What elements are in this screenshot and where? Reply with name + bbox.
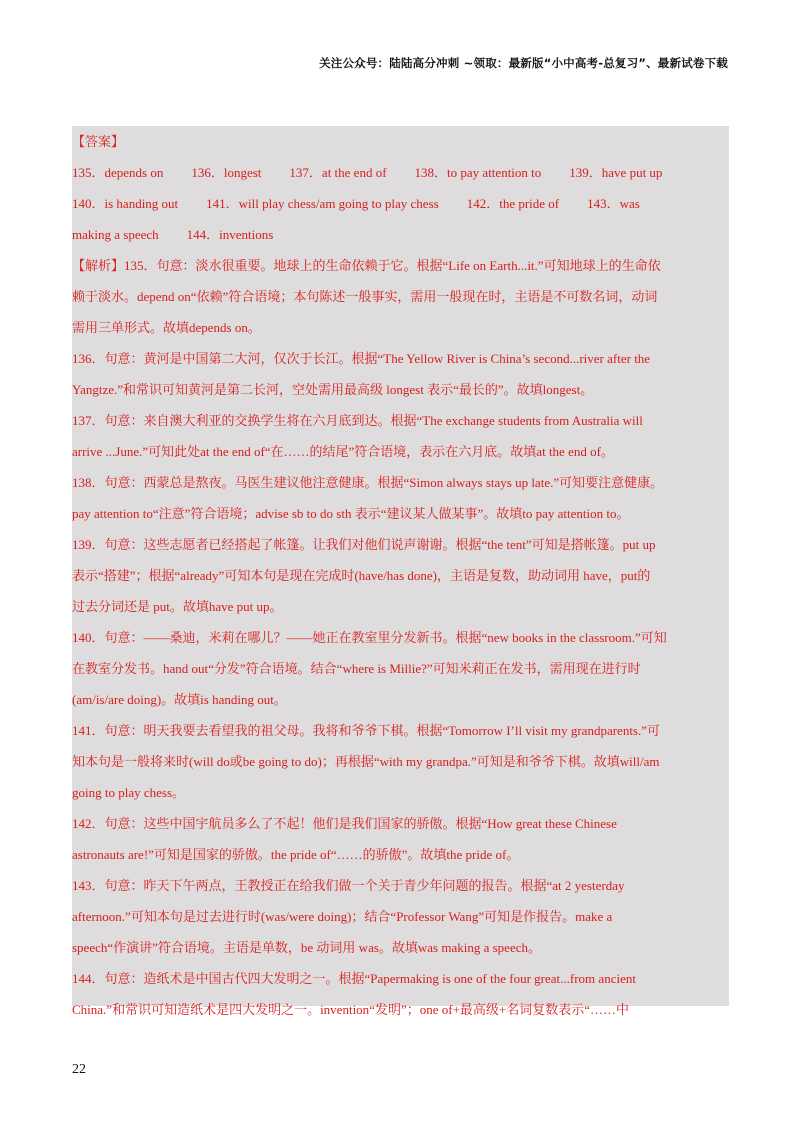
answer-content — [72, 126, 729, 1025]
answer-row — [72, 219, 729, 250]
answer-item: 139．have put up — [569, 165, 663, 180]
analysis-line: Yangtze.”和常识可知黄河是第二长河，空处需用最高级 longest 表示“最长的”。故填longest。 — [72, 382, 594, 397]
analysis-line: 144．句意：造纸术是中国古代四大发明之一。根据“Papermaking is one of the four great...from ancient — [72, 971, 636, 986]
analysis-line: 138．句意：西蒙总是熬夜。马医生建议他注意健康。根据“Simon always stays up late.”可知要注意健康。 — [72, 475, 664, 490]
answer-item: 142．the pride of — [466, 196, 560, 211]
analysis-line: 143．句意：昨天下午两点，王教授正在给我们做一个关于青少年问题的报告。根据“at 2 yesterday — [72, 878, 625, 893]
analysis-line: 表示“搭建”；根据“already”可知本句是现在完成时(have/has done)，主语是复数，助动词用 have，put的 — [72, 568, 651, 583]
analysis-line: (am/is/are doing)。故填is handing out。 — [72, 692, 287, 707]
page-number: 22 — [72, 1062, 86, 1077]
analysis-line: afternoon.”可知本句是过去进行时(was/were doing)；结合“Professor Wang”可知是作报告。make a — [72, 909, 613, 924]
analysis-line: arrive ...June.”可知此处at the end of“在……的结尾”符合语境，表示在六月底。故填at the end of。 — [72, 444, 614, 459]
answer-item: 143．was — [587, 196, 640, 211]
analysis-line: 过去分词还是 put。故填have put up。 — [72, 599, 283, 614]
analysis-line: 142．句意：这些中国宇航员多么了不起！他们是我们国家的骄傲。根据“How great these Chinese — [72, 816, 617, 831]
analysis-line: 139．句意：这些志愿者已经搭起了帐篷。让我们对他们说声谢谢。根据“the tent”可知是搭帐篷。put up — [72, 537, 656, 552]
analysis-line: 【解析】135．句意：淡水很重要。地球上的生命依赖于它。根据“Life on Earth...it.”可知地球上的生命依 — [72, 258, 661, 273]
answer-row — [72, 188, 729, 219]
analysis-line: 141．句意：明天我要去看望我的祖父母。我将和爷爷下棋。根据“Tomorrow I’ll visit my grandparents.”可 — [72, 723, 661, 738]
analysis-line: speech“作演讲”符合语境。主语是单数，be 动词用 was。故填was making a speech。 — [72, 940, 541, 955]
answer-item: 141．will play chess/am going to play chess — [206, 196, 439, 211]
analysis-line: 在教室分发书。hand out“分发”符合语境。结合“where is Millie?”可知米莉正在发书，需用现在进行时 — [72, 661, 641, 676]
analysis-line: astronauts are!”可知是国家的骄傲。the pride of“……的骄傲”。故填the pride of。 — [72, 847, 520, 862]
answer-item: 140．is handing out — [72, 196, 179, 211]
analysis-line: 需用三单形式。故填depends on。 — [72, 320, 261, 335]
analysis-line: 137．句意：来自澳大利亚的交换学生将在六月底到达。根据“The exchange students from Australia will — [72, 413, 643, 428]
answer-item: 138．to pay attention to — [414, 165, 542, 180]
answer-item: 144．inventions — [186, 227, 274, 242]
analysis-line: pay attention to“注意”符合语境；advise sb to do sth 表示“建议某人做某事”。故填to pay attention to。 — [72, 506, 630, 521]
analysis-line: China.”和常识可知造纸术是四大发明之一。invention“发明”；one of+最高级+名词复数表示“……中 — [72, 1002, 630, 1017]
analysis-line: going to play chess。 — [72, 785, 186, 800]
answer-item: 137．at the end of — [289, 165, 387, 180]
analysis-line: 知本句是一般将来时(will do或be going to do)；再根据“with my grandpa.”可知是和爷爷下棋。故填will/am — [72, 754, 660, 769]
answer-item: making a speech — [72, 227, 159, 242]
analysis-line: 赖于淡水。depend on“依赖”符合语境；本句陈述一般事实，需用一般现在时，主语是不可数名词，动词 — [72, 289, 658, 304]
analysis-line: 136．句意：黄河是中国第二大河，仅次于长江。根据“The Yellow River is China’s second...river after the — [72, 351, 651, 366]
answer-label: 【答案】 — [72, 134, 125, 149]
page-header: 关注公众号：陆陆高分冲刺 ~领取：最新版“小中高考-总复习”、最新试卷下载 — [319, 56, 728, 70]
answer-item: 135．depends on — [72, 165, 164, 180]
answer-item: 136．longest — [191, 165, 262, 180]
answer-row — [72, 157, 729, 188]
analysis-line: 140．句意：——桑迪，米莉在哪儿？——她正在教室里分发新书。根据“new books in the classroom.”可知 — [72, 630, 667, 645]
